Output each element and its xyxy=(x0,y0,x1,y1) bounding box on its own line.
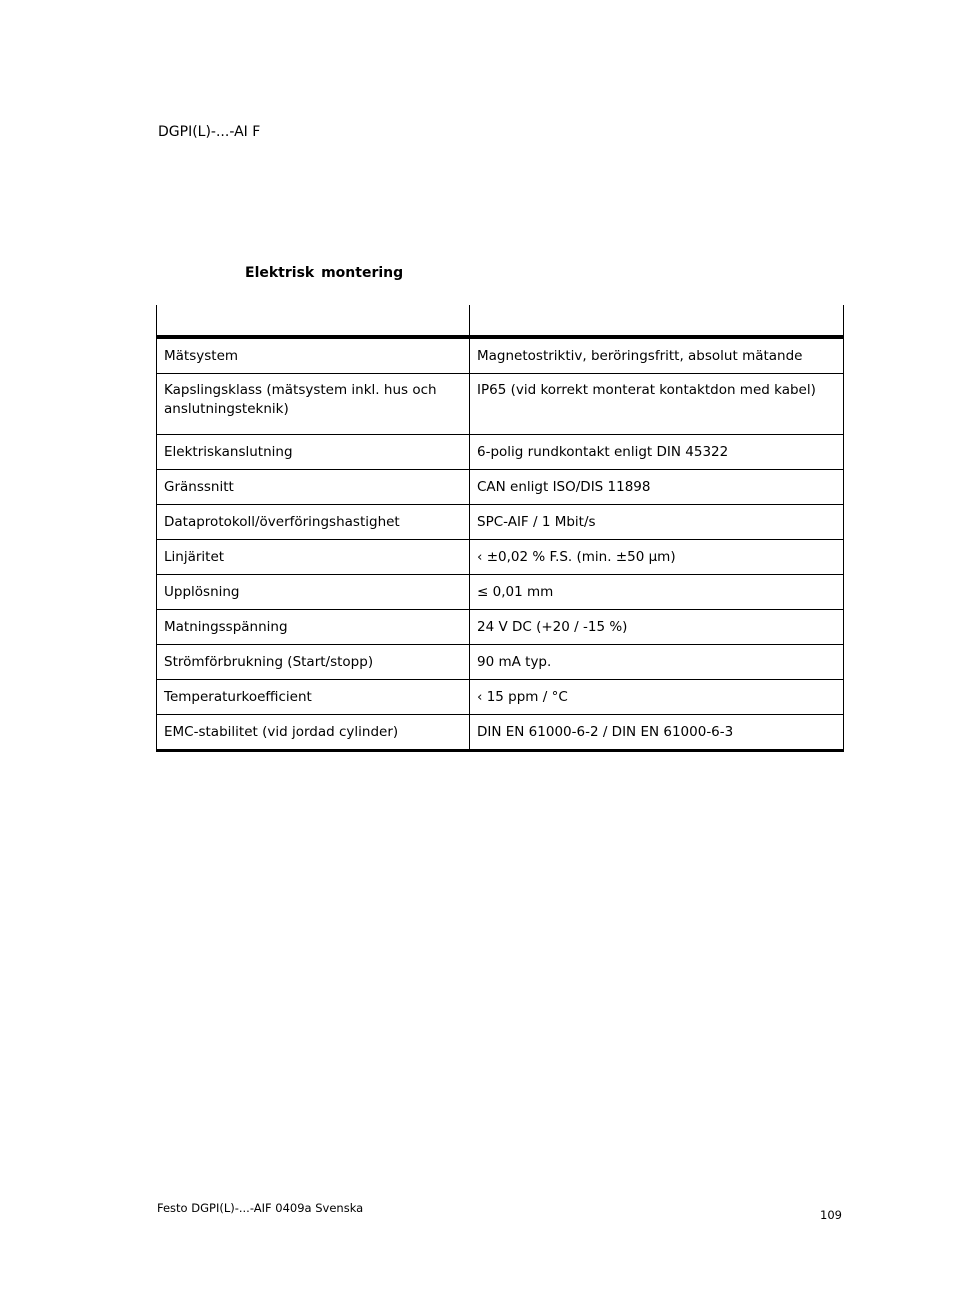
footer-text: Festo DGPI(L)-...-AIF 0409a Svenska xyxy=(157,1201,364,1215)
row-value: DIN EN 61000-6-2 / DIN EN 61000-6-3 xyxy=(470,715,844,751)
section-title: Elektrisk montering xyxy=(245,265,404,281)
row-value: ‹ 15 ppm / °C xyxy=(470,680,844,715)
row-value: SPC-AIF / 1 Mbit/s xyxy=(470,505,844,540)
row-label: Matningsspänning xyxy=(157,610,470,645)
row-label: Temperaturkoefficient xyxy=(157,680,470,715)
table-row xyxy=(157,610,844,645)
row-label: Linjäritet xyxy=(157,540,470,575)
row-label: Kapslingsklass (mätsystem inkl. hus och anslutningsteknik) xyxy=(157,374,470,435)
row-label: Dataprotokoll/överföringshastighet xyxy=(157,505,470,540)
table-row xyxy=(157,575,844,610)
table-header-cell xyxy=(470,305,844,337)
row-label: EMC-stabilitet (vid jordad cylinder) xyxy=(157,715,470,751)
table-row xyxy=(157,435,844,470)
table-row xyxy=(157,715,844,751)
row-value: CAN enligt ISO/DIS 11898 xyxy=(470,470,844,505)
document-header: DGPI(L)-...-AI F xyxy=(158,124,261,140)
table-row xyxy=(157,337,844,374)
row-label: Mätsystem xyxy=(157,337,470,374)
row-value: 6-polig rundkontakt enligt DIN 45322 xyxy=(470,435,844,470)
row-value: IP65 (vid korrekt monterat kontaktdon med kabel) xyxy=(470,374,844,435)
row-value: ≤ 0,01 mm xyxy=(470,575,844,610)
table-row xyxy=(157,374,844,435)
page-number: 109 xyxy=(820,1208,842,1222)
table-row xyxy=(157,680,844,715)
spec-table xyxy=(156,305,844,752)
table-row xyxy=(157,540,844,575)
table-row xyxy=(157,645,844,680)
table-row xyxy=(157,470,844,505)
table-header-row xyxy=(157,305,844,337)
row-label: Strömförbrukning (Start/stopp) xyxy=(157,645,470,680)
row-value: ‹ ±0,02 % F.S. (min. ±50 µm) xyxy=(470,540,844,575)
row-value: 24 V DC (+20 / -15 %) xyxy=(470,610,844,645)
row-label: Gränssnitt xyxy=(157,470,470,505)
row-label: Elektriskanslutning xyxy=(157,435,470,470)
table-header-cell xyxy=(157,305,470,337)
row-value: 90 mA typ. xyxy=(470,645,844,680)
table-row xyxy=(157,505,844,540)
row-value: Magnetostriktiv, beröringsfritt, absolut mätande xyxy=(470,337,844,374)
row-label: Upplösning xyxy=(157,575,470,610)
